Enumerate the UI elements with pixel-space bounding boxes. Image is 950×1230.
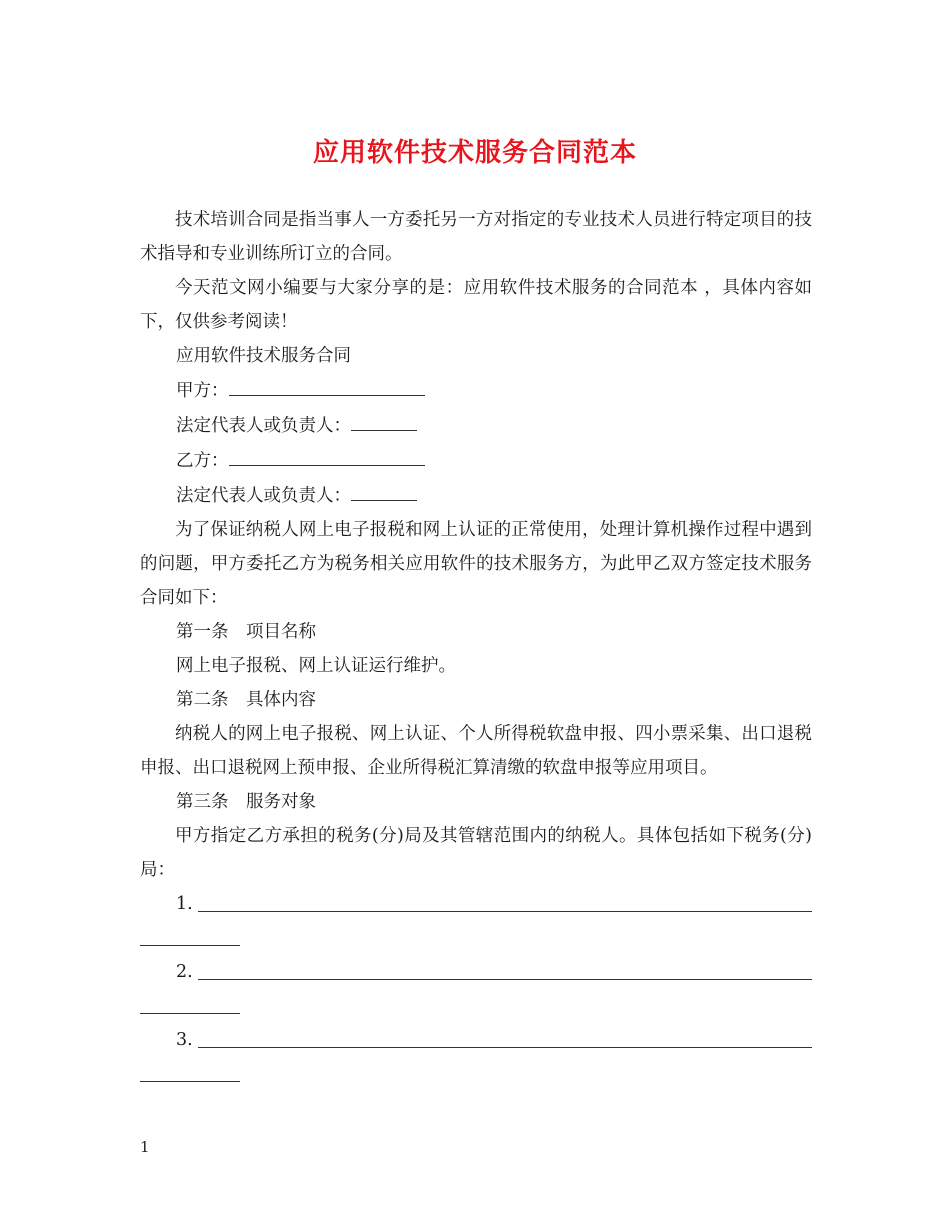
intro-paragraph: 技术培训合同是指当事人一方委托另一方对指定的专业技术人员进行特定项目的技术指导和专业训练所订立的合同。	[140, 210, 812, 264]
numbered-item-label: 3.	[176, 1030, 193, 1050]
numbered-item-blank-continued[interactable]	[140, 945, 240, 946]
document-title: 应用软件技术服务合同范本	[312, 138, 637, 168]
share-paragraph: 今天范文网小编要与大家分享的是：应用软件技术服务的合同范本 ，具体内容如下，仅供参考阅读！	[140, 278, 812, 332]
numbered-item-blank[interactable]	[198, 1047, 812, 1048]
article-2-body: 纳税人的网上电子报税、网上认证、个人所得税软盘申报、四小票采集、出口退税申报、出口退税网上预申报、企业所得税汇算清缴的软盘申报等应用项目。	[140, 724, 812, 778]
article-1-body: 网上电子报税、网上认证运行维护。	[176, 656, 456, 676]
numbered-item-label: 2.	[176, 962, 193, 982]
party-b-blank[interactable]	[229, 443, 425, 466]
rep-b-label: 法定代表人或负责人：	[176, 486, 351, 506]
numbered-item-blank[interactable]	[198, 979, 812, 980]
rep-a-line	[140, 408, 812, 443]
numbered-item-2	[140, 955, 812, 1023]
article-1-heading: 第一条 项目名称	[176, 622, 316, 642]
article-3-body: 甲方指定乙方承担的税务(分)局及其管辖范围内的纳税人。具体包括如下税务(分)局：	[140, 826, 812, 880]
contract-name: 应用软件技术服务合同	[176, 346, 351, 366]
numbered-item-3	[140, 1023, 812, 1091]
rep-b-blank[interactable]	[351, 478, 417, 501]
document-body	[140, 203, 812, 1091]
numbered-item-label: 1.	[176, 894, 193, 914]
rep-a-label: 法定代表人或负责人：	[176, 416, 351, 436]
numbered-item-blank[interactable]	[198, 911, 812, 912]
page-number: 1	[140, 1138, 150, 1156]
numbered-item-1	[140, 887, 812, 955]
numbered-item-blank-continued[interactable]	[140, 1013, 240, 1014]
party-a-line	[140, 373, 812, 408]
rep-b-line	[140, 478, 812, 513]
party-a-label: 甲方：	[176, 381, 229, 401]
numbered-item-blank-continued[interactable]	[140, 1081, 240, 1082]
party-b-line	[140, 443, 812, 478]
article-2-heading: 第二条 具体内容	[176, 690, 316, 710]
party-a-blank[interactable]	[229, 373, 425, 396]
rep-a-blank[interactable]	[351, 408, 417, 431]
purpose-paragraph: 为了保证纳税人网上电子报税和网上认证的正常使用，处理计算机操作过程中遇到的问题，甲方委托乙方为税务相关应用软件的技术服务方，为此甲乙双方签定技术服务合同如下：	[140, 520, 812, 608]
party-b-label: 乙方：	[176, 451, 229, 471]
article-3-heading: 第三条 服务对象	[176, 792, 316, 812]
